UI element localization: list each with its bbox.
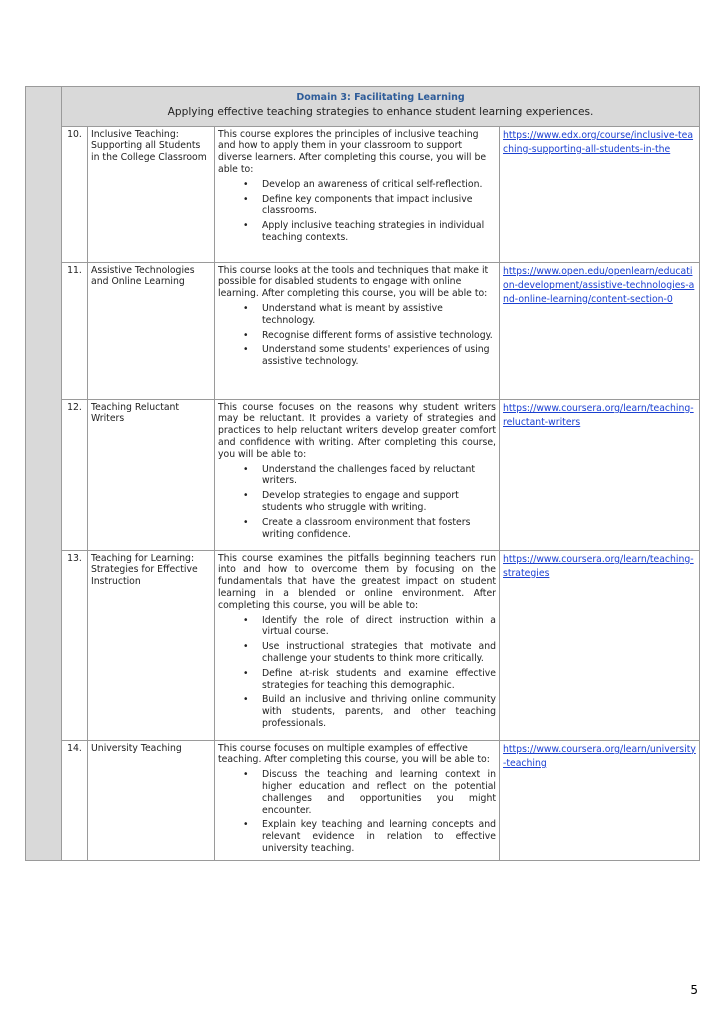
course-link[interactable]: https://www.coursera.org/learn/teaching-reluctant-writers <box>503 402 694 428</box>
course-table <box>25 86 700 861</box>
outcome-item: • Understand what is meant by assistive technology. <box>218 303 496 327</box>
outcomes-list <box>218 615 496 730</box>
table-row <box>26 399 700 550</box>
course-link-cell <box>500 550 700 740</box>
course-link[interactable]: https://www.coursera.org/learn/university-teaching <box>503 743 696 769</box>
course-link-cell <box>500 262 700 399</box>
course-description <box>215 262 500 399</box>
outcomes-list <box>218 769 496 855</box>
course-description <box>215 550 500 740</box>
outcome-item: • Identify the role of direct instruction within a virtual course. <box>218 615 496 639</box>
course-link[interactable]: https://www.open.edu/openlearn/education-development/assistive-technologies-and-online-learning/content-section-0 <box>503 265 695 305</box>
outcome-item: • Discuss the teaching and learning context in higher education and reflect on the potential challenges and opportunities you might encounter. <box>218 769 496 816</box>
course-number: 12. <box>62 399 88 550</box>
course-link-cell <box>500 126 700 262</box>
outcome-item: • Explain key teaching and learning concepts and relevant evidence in relation to effective university teaching. <box>218 819 496 854</box>
table-row <box>26 740 700 860</box>
outcome-item: • Recognise different forms of assistive technology. <box>218 330 496 342</box>
course-intro: This course examines the pitfalls beginning teachers run into and how to overcome them by focusing on the fundamentals that have the greatest impact on student learning in a blended or online environment. After completing this course, you will be able to: <box>218 552 496 611</box>
course-intro: This course looks at the tools and techniques that make it possible for disabled students to engage with online learning. After completing this course, you will be able to: <box>218 264 489 300</box>
outcome-item: • Build an inclusive and thriving online community with students, parents, and other teaching professionals. <box>218 694 496 729</box>
course-description <box>215 126 500 262</box>
course-link-cell <box>500 740 700 860</box>
outcome-item: • Define at-risk students and examine effective strategies for teaching this demographic. <box>218 668 496 692</box>
table-row <box>26 550 700 740</box>
course-link[interactable]: https://www.edx.org/course/inclusive-teaching-supporting-all-students-in-the <box>503 129 694 155</box>
table-row <box>26 262 700 399</box>
course-intro: This course focuses on multiple examples of effective teaching. After completing this course, you will be able to: <box>218 742 490 766</box>
outcome-item: • Define key components that impact inclusive classrooms. <box>218 194 496 218</box>
course-description <box>215 740 500 860</box>
course-link[interactable]: https://www.coursera.org/learn/teaching-strategies <box>503 553 694 579</box>
course-title: Assistive Technologies and Online Learning <box>88 262 215 399</box>
domain-title: Domain 3: Facilitating Learning <box>296 92 465 103</box>
course-number: 13. <box>62 550 88 740</box>
course-link-cell <box>500 399 700 550</box>
outcome-item: • Develop an awareness of critical self-reflection. <box>218 179 496 191</box>
outcome-item: • Use instructional strategies that motivate and challenge your students to think more critically. <box>218 641 496 665</box>
course-description <box>215 399 500 550</box>
outcome-item: • Apply inclusive teaching strategies in individual teaching contexts. <box>218 220 496 244</box>
outcome-item: • Develop strategies to engage and support students who struggle with writing. <box>218 490 496 514</box>
domain-header <box>62 87 700 127</box>
course-title: Inclusive Teaching: Supporting all Students in the College Classroom <box>88 126 215 262</box>
course-title: Teaching for Learning: Strategies for Effective Instruction <box>88 550 215 740</box>
table-row <box>26 126 700 262</box>
page-number: 5 <box>690 983 698 997</box>
outcome-item: • Understand some students' experiences of using assistive technology. <box>218 344 496 368</box>
outcomes-list <box>218 464 496 541</box>
domain-subtitle: Applying effective teaching strategies to enhance student learning experiences. <box>167 106 594 119</box>
course-number: 11. <box>62 262 88 399</box>
side-column <box>26 87 62 861</box>
outcome-item: • Understand the challenges faced by reluctant writers. <box>218 464 496 488</box>
outcomes-list <box>218 303 496 368</box>
course-number: 10. <box>62 126 88 262</box>
course-intro: This course focuses on the reasons why student writers may be reluctant. It provides a variety of strategies and practices to help reluctant writers develop greater comfort and confidence with writing. After completing this course, you will be able to: <box>218 401 496 460</box>
outcomes-list <box>218 179 496 244</box>
domain-header-row <box>26 87 700 127</box>
course-title: University Teaching <box>88 740 215 860</box>
course-number: 14. <box>62 740 88 860</box>
course-intro: This course explores the principles of inclusive teaching and how to apply them in your classroom to support diverse learners. After completing this course, you will be able to: <box>218 128 487 176</box>
course-title: Teaching Reluctant Writers <box>88 399 215 550</box>
outcome-item: • Create a classroom environment that fosters writing confidence. <box>218 517 496 541</box>
